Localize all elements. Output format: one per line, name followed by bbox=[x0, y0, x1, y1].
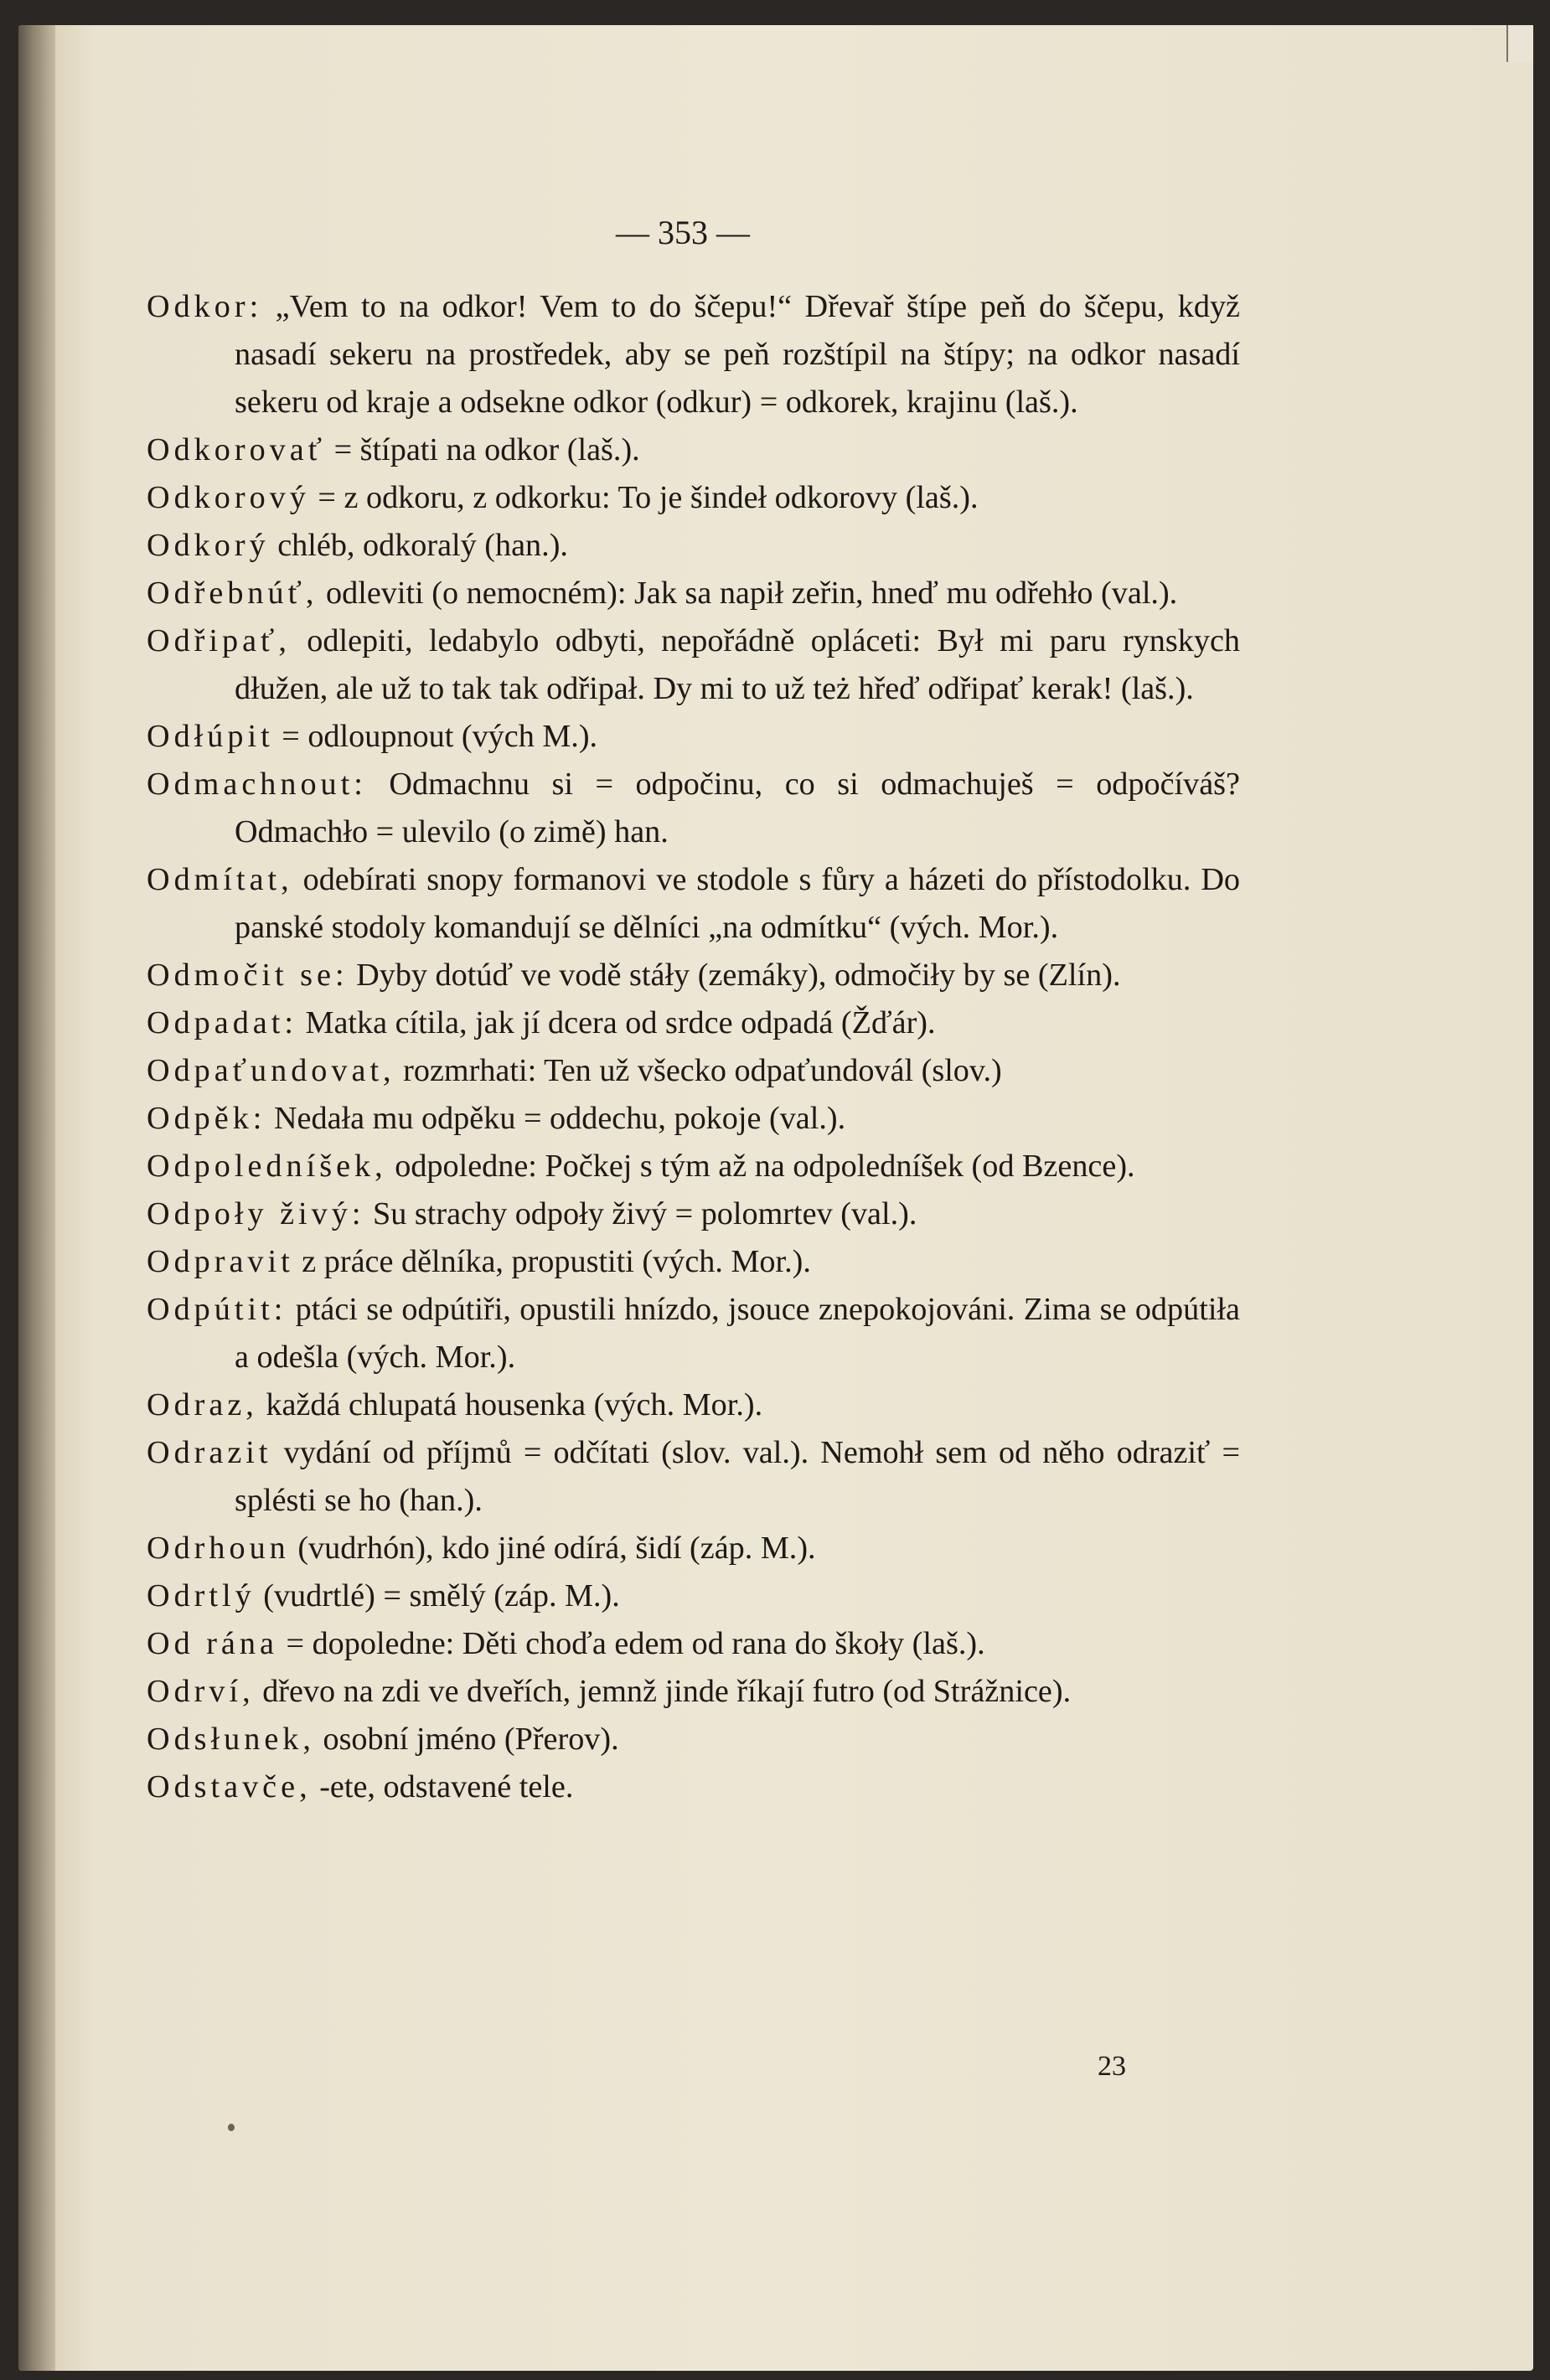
headword: Odrví, bbox=[147, 1674, 255, 1709]
definition: = dopoledne: Děti choďa edem od rana do škoły (laš.). bbox=[277, 1626, 985, 1661]
definition: Matka cítila, jak jí dcera od srdce odpadá (Žďár). bbox=[297, 1005, 936, 1040]
headword: Odraz, bbox=[147, 1387, 258, 1422]
dictionary-entries bbox=[147, 283, 1240, 1811]
definition: rozmrhati: Ten už všecko odpaťundovál (slov.) bbox=[395, 1053, 1002, 1088]
entry bbox=[147, 1763, 1240, 1811]
ink-speck bbox=[228, 2124, 235, 2131]
headword: Odłúpit bbox=[147, 719, 274, 754]
headword: Odmítat, bbox=[147, 862, 293, 897]
definition: ptáci se odpútiři, opustili hnízdo, jsouce znepokojováni. Zima se odpútiła a odešla (vých. Mor.). bbox=[235, 1292, 1240, 1375]
headword: Odstavče, bbox=[147, 1769, 312, 1804]
headword: Odřipať, bbox=[147, 623, 291, 658]
page-header: — 353 — bbox=[616, 214, 750, 251]
definition: vydání od příjmů = odčítati (slov. val.). Nemohł sem od něho odraziť = splésti se ho (han.). bbox=[235, 1435, 1240, 1518]
definition: odebírati snopy formanovi ve stodole s fůry a házeti do přístodolku. Do panské stodoly komandují se dělníci „na odmítku“ (vých. Mor.). bbox=[235, 862, 1240, 945]
entry bbox=[147, 1190, 1240, 1238]
entry bbox=[147, 713, 1240, 761]
headword: Odmachnout: bbox=[147, 767, 367, 802]
entry bbox=[147, 952, 1240, 999]
headword: Odpravit bbox=[147, 1244, 294, 1279]
entry bbox=[147, 1429, 1240, 1525]
entry bbox=[147, 1572, 1240, 1620]
entry bbox=[147, 1286, 1240, 1381]
definition: odleviti (o nemocném): Jak sa napił zeřin, hneď mu odřehło (val.). bbox=[318, 576, 1178, 611]
headword: Odpoły živý: bbox=[147, 1196, 365, 1231]
headword: Odpaťundovat, bbox=[147, 1053, 395, 1088]
entry bbox=[147, 1381, 1240, 1429]
headword: Odkorový bbox=[147, 480, 310, 515]
entry bbox=[147, 426, 1240, 474]
page-corner-clip bbox=[1506, 25, 1533, 62]
definition: Nedała mu odpěku = oddechu, pokoje (val.). bbox=[266, 1101, 846, 1136]
definition: každá chlupatá housenka (vých. Mor.). bbox=[257, 1387, 763, 1422]
definition: -ete, odstavené tele. bbox=[311, 1769, 574, 1804]
headword: Od rána bbox=[147, 1626, 278, 1661]
definition: (vudrhón), kdo jiné odírá, šidí (záp. M.). bbox=[289, 1531, 816, 1566]
headword: Odřebnúť, bbox=[147, 576, 318, 611]
entry bbox=[147, 1143, 1240, 1190]
definition: odlepiti, ledabylo odbyti, nepořádně opláceti: Był mi paru rynskych dłužen, ale už to tak tak odřipał. Dy mi to už też hřeď odřipať kerak! (laš.). bbox=[235, 623, 1240, 706]
entry bbox=[147, 1620, 1240, 1668]
definition: odpoledne: Počkej s tým až na odpoledníšek (od Bzence). bbox=[386, 1149, 1135, 1184]
headword: Odmočit se: bbox=[147, 958, 349, 993]
entry bbox=[147, 1047, 1240, 1095]
headword: Odpadat: bbox=[147, 1005, 297, 1040]
headword: Odsłunek, bbox=[147, 1722, 315, 1757]
entry bbox=[147, 570, 1240, 617]
definition: Su strachy odpoły živý = polomrtev (val.). bbox=[364, 1196, 917, 1231]
definition: dřevo na zdi ve dveřích, jemnž jinde říkají futro (od Strážnice). bbox=[254, 1674, 1072, 1709]
headword: Odrhoun bbox=[147, 1531, 290, 1566]
definition: z práce dělníka, propustiti (vých. Mor.). bbox=[293, 1244, 811, 1279]
definition: osobní jméno (Přerov). bbox=[314, 1722, 619, 1757]
definition: = odloupnout (vých M.). bbox=[273, 719, 598, 754]
headword: Odpútit: bbox=[147, 1292, 287, 1327]
headword: Odkor: bbox=[147, 289, 263, 324]
entry bbox=[147, 761, 1240, 856]
definition: = z odkoru, z odkorku: To je šindeł odkorovy (laš.). bbox=[309, 480, 979, 515]
entry bbox=[147, 474, 1240, 522]
entry bbox=[147, 617, 1240, 713]
headword: Odpoledníšek, bbox=[147, 1149, 387, 1184]
entry bbox=[147, 999, 1240, 1047]
definition: chléb, odkoralý (han.). bbox=[269, 528, 568, 563]
entry bbox=[147, 1716, 1240, 1763]
headword: Odkorovať bbox=[147, 432, 327, 467]
definition: Odmachnu si = odpočinu, co si odmachuješ = odpočíváš? Odmachło = ulevilo (o zimě) han. bbox=[235, 767, 1240, 849]
definition: „Vem to na odkor! Vem to do ščepu!“ Dřevař štípe peň do ščepu, když nasadí sekeru na prostředek, aby se peň rozštípil na štípy; na odkor nasadí sekeru od kraje a odsekne odkor (odkur) = odkorek, krajinu (laš.). bbox=[235, 289, 1240, 420]
headword: Odrazit bbox=[147, 1435, 272, 1470]
signature-mark: 23 bbox=[1098, 2051, 1126, 2082]
headword: Odrtlý bbox=[147, 1578, 256, 1613]
entry bbox=[147, 1525, 1240, 1572]
headword: Odkorý bbox=[147, 528, 270, 563]
definition: (vudrtlé) = smělý (záp. M.). bbox=[255, 1578, 620, 1613]
entry bbox=[147, 856, 1240, 952]
entry bbox=[147, 1668, 1240, 1716]
definition: Dyby dotúď ve vodě stáły (zemáky), odmočiły by se (Zlín). bbox=[348, 958, 1121, 993]
entry bbox=[147, 522, 1240, 570]
definition: = štípati na odkor (laš.). bbox=[326, 432, 640, 467]
entry bbox=[147, 1095, 1240, 1143]
entry bbox=[147, 1238, 1240, 1286]
headword: Odpěk: bbox=[147, 1101, 266, 1136]
entry bbox=[147, 283, 1240, 426]
